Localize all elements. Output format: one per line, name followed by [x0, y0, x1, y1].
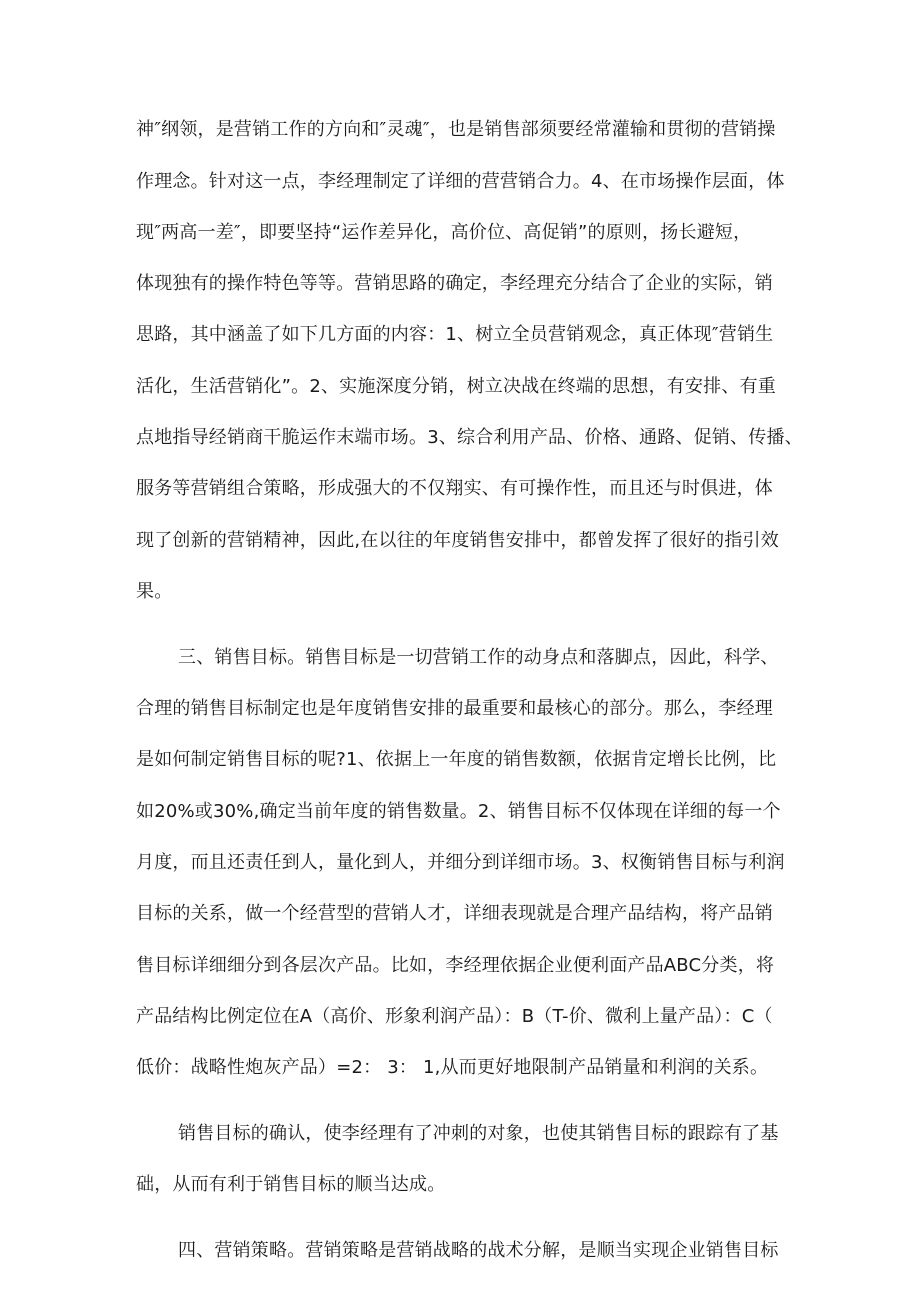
text-line: 四、营销策略。营销策略是营销战略的战术分解，是顺当实现企业销售目标	[178, 1240, 779, 1261]
text-line: 思路，其中涵盖了如下几方面的内容：1、树立全员营销观念，真正体现″营销生	[136, 324, 774, 345]
text-line: 如20%或30%,确定当前年度的销售数量。2、销售目标不仅体现在详细的每一个	[136, 801, 781, 822]
text-line: 产品结构比例定位在A（高价、形象利润产品）：B（T-价、微利上量产品）：C（	[136, 1006, 773, 1027]
text-line: 活化，生活营销化”。2、实施深度分销，树立决战在终端的思想，有安排、有重	[136, 376, 776, 397]
text-line: 月度，而且还责任到人，量化到人，并细分到详细市场。3、权衡销售目标与利润	[136, 852, 785, 873]
text-line: 目标的关系，做一个经营型的营销人才，详细表现就是合理产品结构，将产品销	[136, 903, 773, 924]
text-line: 售目标详细细分到各层次产品。比如，李经理依据企业便利面产品ABC分类，将	[136, 955, 775, 976]
text-line: 点地指导经销商干脆运作末端市场。3、综合利用产品、价格、通路、促销、传播、	[136, 427, 803, 448]
text-line: 销售目标的确认，使李经理有了冲刺的对象，也使其销售目标的跟踪有了基	[178, 1123, 779, 1144]
text-line: 三、销售目标。销售目标是一切营销工作的动身点和落脚点，因此，科学、	[178, 647, 779, 668]
text-line: 础，从而有利于销售目标的顺当达成。	[136, 1174, 446, 1195]
text-line: 是如何制定销售目标的呢?1、依据上一年度的销售数额，依据肯定增长比例，比	[136, 749, 777, 770]
text-line: 服务等营销组合策略，形成强大的不仅翔实、有可操作性，而且还与时俱进，体	[136, 478, 773, 499]
text-line: 果。	[136, 581, 173, 602]
text-line: 合理的销售目标制定也是年度销售安排的最重要和最核心的部分。那么，李经理	[136, 698, 773, 719]
text-line: 神″纲领，是营销工作的方向和″灵魂″，也是销售部须要经常灌输和贯彻的营销操	[136, 119, 776, 140]
text-line: 体现独有的操作特色等等。营销思路的确定，李经理充分结合了企业的实际，销	[136, 273, 773, 294]
text-line: 低价：战略性炮灰产品）=2： 3： 1,从而更好地限制产品销量和利润的关系。	[136, 1057, 769, 1078]
text-line: 现″两高一差″，即要坚持“运作差异化，高价位、高促销”的原则，扬长避短，	[136, 222, 752, 243]
text-line: 现了创新的营销精神，因此,在以往的年度销售安排中，都曾发挥了很好的指引效	[136, 530, 779, 551]
text-line: 作理念。针对这一点，李经理制定了详细的营营销合力。4、在市场操作层面，体	[136, 171, 785, 192]
